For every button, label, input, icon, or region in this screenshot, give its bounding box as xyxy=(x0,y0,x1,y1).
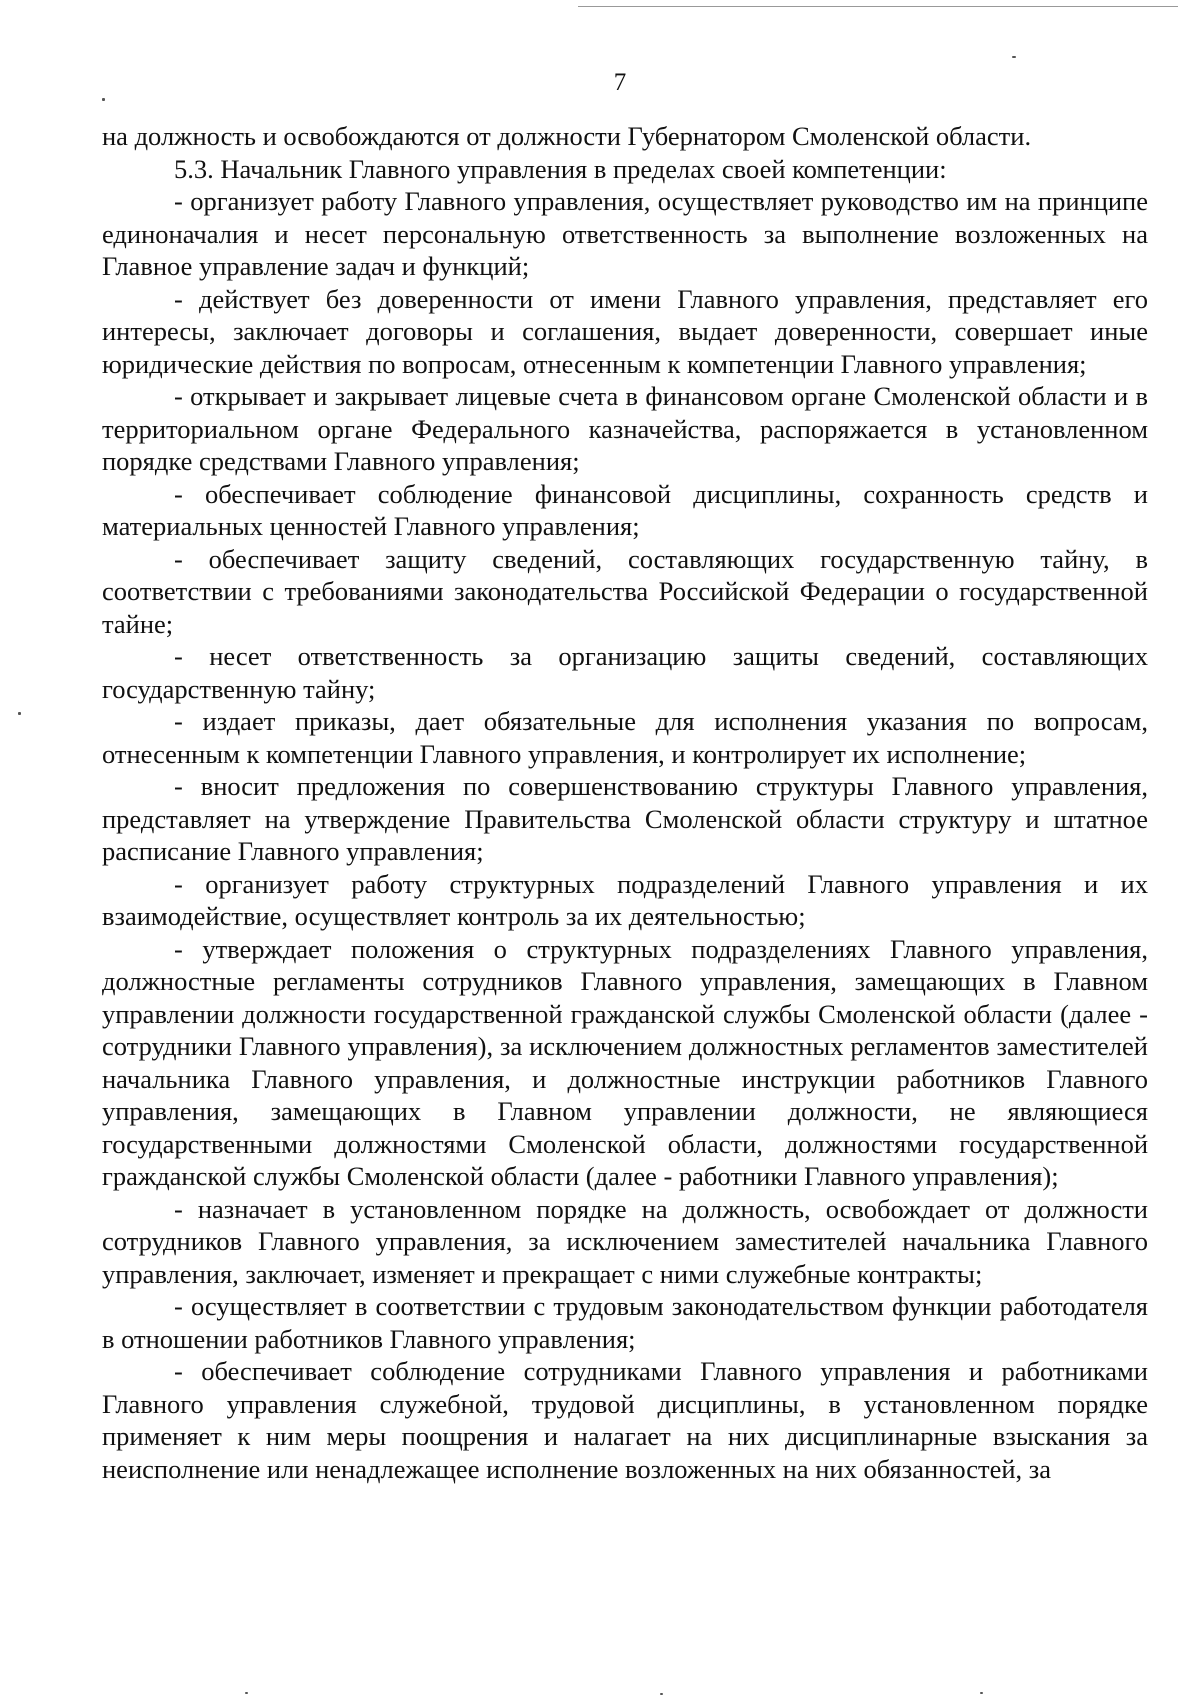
paragraph: - обеспечивает соблюдение финансовой дисциплины, сохранность средств и материальных ценностей Главного управления; xyxy=(102,478,1148,541)
paragraph: на должность и освобождаются от должности Губернатором Смоленской области. xyxy=(102,121,1032,151)
paragraph: - организует работу Главного управления, осуществляет руководство им на принципе единоначалия и несет персональную ответственность за выполнение возложенных на Главное управление задач и функций; xyxy=(102,186,1148,281)
scan-bottom-marks xyxy=(0,1692,1200,1698)
scan-top-rule xyxy=(578,6,1178,7)
scan-speck xyxy=(660,1693,663,1695)
paragraph: - назначает в установленном порядке на должность, освобождает от должности сотрудников Главного управления, за исключением заместителей начальника Главного управления, заключает, изменяет и прекращает с ними служебные контракты; xyxy=(102,1193,1148,1289)
document-body xyxy=(102,120,1148,1485)
paragraph: 5.3. Начальник Главного управления в пределах своей компетенции: xyxy=(174,153,947,184)
scan-speck xyxy=(102,98,105,101)
scan-speck xyxy=(18,712,21,715)
paragraph: - осуществляет в соответствии с трудовым законодательством функции работодателя в отношении работников Главного управления; xyxy=(102,1291,1148,1354)
scan-speck xyxy=(980,1692,983,1694)
paragraph: - вносит предложения по совершенствованию структуры Главного управления, представляет на утверждение Правительства Смоленской области структуру и штатное расписание Главного управления; xyxy=(102,771,1148,866)
paragraph: - открывает и закрывает лицевые счета в финансовом органе Смоленской области и в территориальном органе Федерального казначейства, распоряжается в установленном порядке средствами Главного управления; xyxy=(102,381,1148,476)
paragraph: - обеспечивает защиту сведений, составляющих государственную тайну, в соответствии с требованиями законодательства Российской Федерации о государственной тайне; xyxy=(102,543,1148,639)
paragraph: - утверждает положения о структурных подразделениях Главного управления, должностные регламенты сотрудников Главного управления, замещающих в Главном управлении должности государственной гражданской службы Смоленской области (далее - сотрудники Главного управления), за исключением должностных регламентов заместителей начальника Главного управления, и должностные инструкции работников Главного управления, замещающих в Главном управлении должности, не являющиеся государственными должностями Смоленской области, должностями государственной гражданской службы Смоленской области (далее - работники Главного управления); xyxy=(102,933,1148,1191)
paragraph: - несет ответственность за организацию защиты сведений, составляющих государственную тайну; xyxy=(102,641,1148,704)
paragraph: - обеспечивает соблюдение сотрудниками Главного управления и работниками Главного управления служебной, трудовой дисциплины, в установленном порядке применяет к ним меры поощрения и налагает на них дисциплинарные взыскания за неисполнение или ненадлежащее исполнение возложенных на них обязанностей, за xyxy=(102,1356,1148,1484)
paragraph: - действует без доверенности от имени Главного управления, представляет его интересы, заключает договоры и соглашения, выдает доверенности, совершает иные юридические действия по вопросам, отнесенным к компетенции Главного управления; xyxy=(102,283,1148,379)
scan-speck xyxy=(245,1692,248,1694)
paragraph: - организует работу структурных подразделений Главного управления и их взаимодействие, осуществляет контроль за их деятельностью; xyxy=(102,868,1148,931)
paragraph: - издает приказы, дает обязательные для исполнения указания по вопросам, отнесенным к компетенции Главного управления, и контролирует их исполнение; xyxy=(102,706,1148,769)
page-number: 7 xyxy=(613,69,627,96)
scan-speck xyxy=(1012,56,1016,58)
